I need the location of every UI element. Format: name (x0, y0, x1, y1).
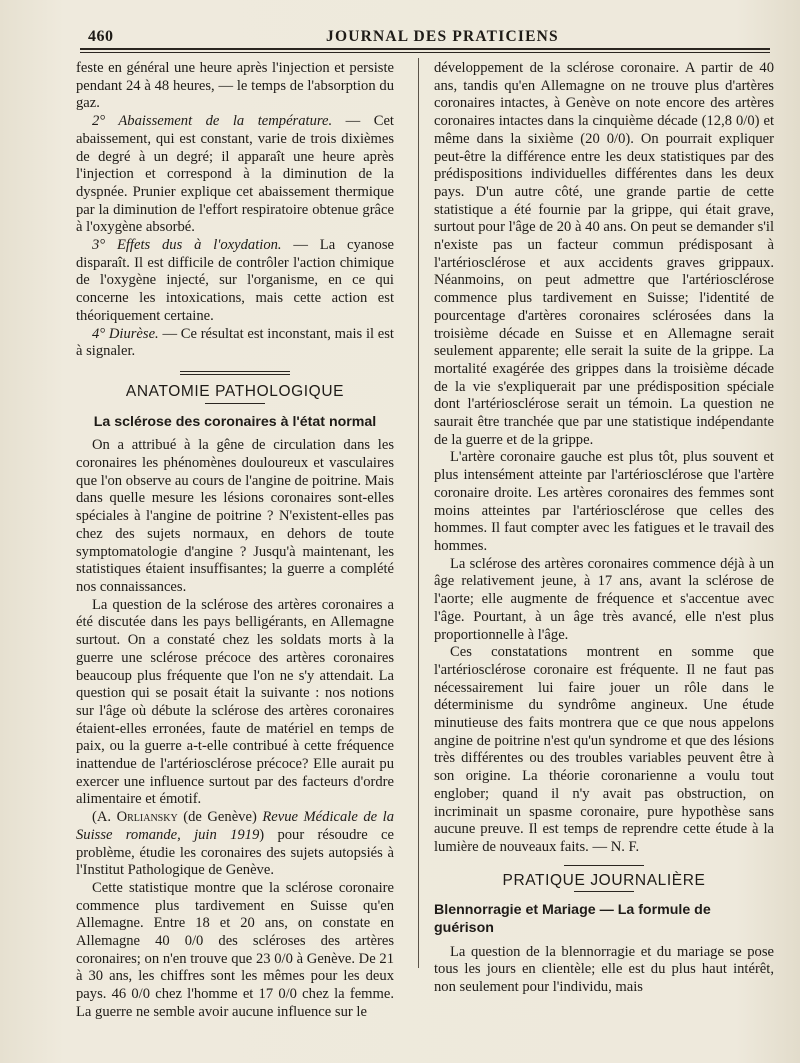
section-rule (574, 891, 634, 892)
paragraph (76, 326, 394, 361)
paragraph: La question de la sclérose des artères coronaires a été discutée dans les pays belligérants, en Allemagne surtout. On a constaté chez les soldats morts à la guerre une sclérose précoce des artères coronaires beaucoup plus fréquente que l'on ne s'y attendait. La question qui se posait était la suivante : nos notions sur l'âge où débute la sclérose des artères coronaires étaient-elles erronées, faute de matériel en temps de paix, ou la guerre a-t-elle contribué à cette fréquence inattendue de l'artériosclérose précoce? Elle aurait pu exercer une influence surtout par des facteurs d'ordre alimentaire et émotif. (76, 596, 394, 808)
article-title: Blennorragie et Mariage — La formule de guérison (434, 902, 711, 937)
paragraph: feste en général une heure après l'injection et persiste pendant 24 à 48 heures, — le temps de l'absorption du gaz. (76, 60, 394, 112)
item-text: — Ce résultat est inconstant, mais il est à signaler. (76, 325, 394, 360)
item-text: — Cet abaissement, qui est constant, varie de trois dixièmes de degré à un degré; il apparaît une heure après l'injection et correspond à la diminution de la dyspnée. Prunier explique cet abaissement thermique par la diminution de l'effort respiratoire obtenue grâce à l'oxygène absorbé. (76, 113, 394, 236)
section-rule (205, 403, 265, 404)
running-head: JOURNAL DES PRATICIENS (326, 28, 559, 45)
paragraph: L'artère coronaire gauche est plus tôt, plus souvent et plus intensément atteinte par l'artériosclérose que l'artère coronaire droite. Les artères coronaires des femmes sont moins atteintes par l'artériosclérose que celles des hommes. Il faut compter avec les fatigues et le travail des hommes. (434, 449, 774, 554)
section-title: PRATIQUE JOURNALIÈRE (502, 871, 706, 889)
item-label: 2° Abaissement de la température. (92, 113, 333, 130)
section-rule (564, 865, 644, 866)
paragraph: Cette statistique montre que la sclérose coronaire commence plus tardivement en Suisse qu'en Allemagne. Entre 18 et 20 ans, on constate en Allemagne 40 0/0 des scléroses des artères coronaires; on n'en trouve que 23 0/0 à Genève. De 21 à 30 ans, les chiffres sont les mêmes pour les deux pays. 46 0/0 chez l'homme et 17 0/0 chez la femme. La guerre ne semble avoir aucune influence sur le (76, 879, 394, 1020)
item-label: 4° Diurèse. (92, 325, 159, 342)
item-text: — La cyanose disparaît. Il est difficile de contrôler l'action chimique de l'oxygène injecté, sur l'organisme, en ce qui concerne les intoxications, mais cette action est théoriquement certaine. (76, 237, 395, 324)
column-divider (418, 58, 419, 968)
header-rule (80, 48, 770, 53)
journal-citation: Revue Médicale de la Suisse romande, juin 1919 (76, 809, 394, 843)
paragraph: La sclérose des artères coronaires commence déjà à un âge relativement jeune, à 17 ans, avant la sclérose de l'aorte; elle augmente de fréquence et s'accentue avec l'âge. Pourtant, à un âge très avancé, elle n'est plus proportionnelle à l'âge. (434, 555, 774, 643)
paragraph (76, 237, 394, 326)
page-header (78, 24, 776, 50)
paragraph (76, 113, 394, 237)
paragraph: développement de la sclérose coronaire. A partir de 40 ans, tandis qu'en Allemagne on ne trouve plus d'artères coronaires intactes, à Genève on note encore des artères coronaires intactes dans la cinquième décade (12,8 0/0) et même dans la sixième (20 0/0). On pourrait expliquer peut-être la différence entre les deux statistiques par des prédispositions individuelles différentes dans les deux pays. D'un autre côté, une grande partie de cette statistique a été fournie par la grippe, qui était grave, surtout pour l'âge de 20 à 40 ans. On peut se demander s'il n'existe pas un facteur commun prédisposant à l'artériosclérose et aux accidents graves grippaux. Néanmoins, on peut admettre que l'artériosclérose commence plus tardivement en Suisse; l'identité de pourcentage d'artères coronaires sclérosées dans la troisième décade en Suisse et en Allemagne serait seulement apparente; elle serait la suite de la grippe. La mortalité exagérée des grippes dans la troisième décade de la vie s'expliquerait par une prédisposition spéciale dont l'artériosclérose serait un témoin. La question ne saurait être tranchée que par une statistique indépendante de la guerre et de la grippe. (434, 60, 774, 448)
paragraph: On a attribué à la gêne de circulation dans les coronaires les phénomènes douloureux et vasculaires que l'on observe au cours de l'angine de poitrine. Mais dans quelle mesure les lésions coronaires sont-elles spéciales à l'angine de poitrine ? N'existent-elles pas chez des sujets normaux, en dehors de toute symptomatologie d'angine ? Jusqu'à maintenant, les statistiques étaient insuffisantes; la guerre a complété nos connaissances. (76, 437, 394, 595)
page-number: 460 (88, 28, 114, 45)
paragraph: (A. Orliansky (de Genève) Revue Médicale de la Suisse romande, juin 1919) pour résoudre ce problème, étudie les coronaires des sujets autopsiés à l'Institut Pathologique de Genève. (76, 809, 394, 879)
section-title: ANATOMIE PATHOLOGIQUE (125, 382, 345, 400)
right-column (434, 60, 774, 1003)
paragraph: Ces constatations montrent en somme que l'artériosclérose coronaire est fréquente. Il ne faut pas nécessairement lui faire jouer un rôle dans le déterminisme du syndrôme angineux. Une étude minutieuse des faits montrera que ce que nous appelons angine de poitrine n'est qu'un syndrome et que des lésions très différentes ou des troubles variables peuvent être à son origine. La théorie coronarienne a voulu tout englober; quand il n'y avait pas obstruction, on incriminait un spasme coronaire, pure hypothèse sans aucune preuve. Il est temps de reprendre cette étude à la lumière de nouveaux faits. — N. F. (434, 644, 774, 855)
article-title: La sclérose des coronaires à l'état normal (93, 413, 377, 430)
section-rule (180, 371, 290, 375)
left-column (76, 60, 395, 1020)
item-label: 3° Effets dus à l'oxydation. (92, 237, 282, 254)
author-name: A. Orliansky (96, 809, 178, 826)
paragraph: La question de la blennorragie et du mariage se pose tous les jours en clientèle; elle est du plus haut intérêt, non seulement pour l'individu, mais (434, 943, 774, 996)
